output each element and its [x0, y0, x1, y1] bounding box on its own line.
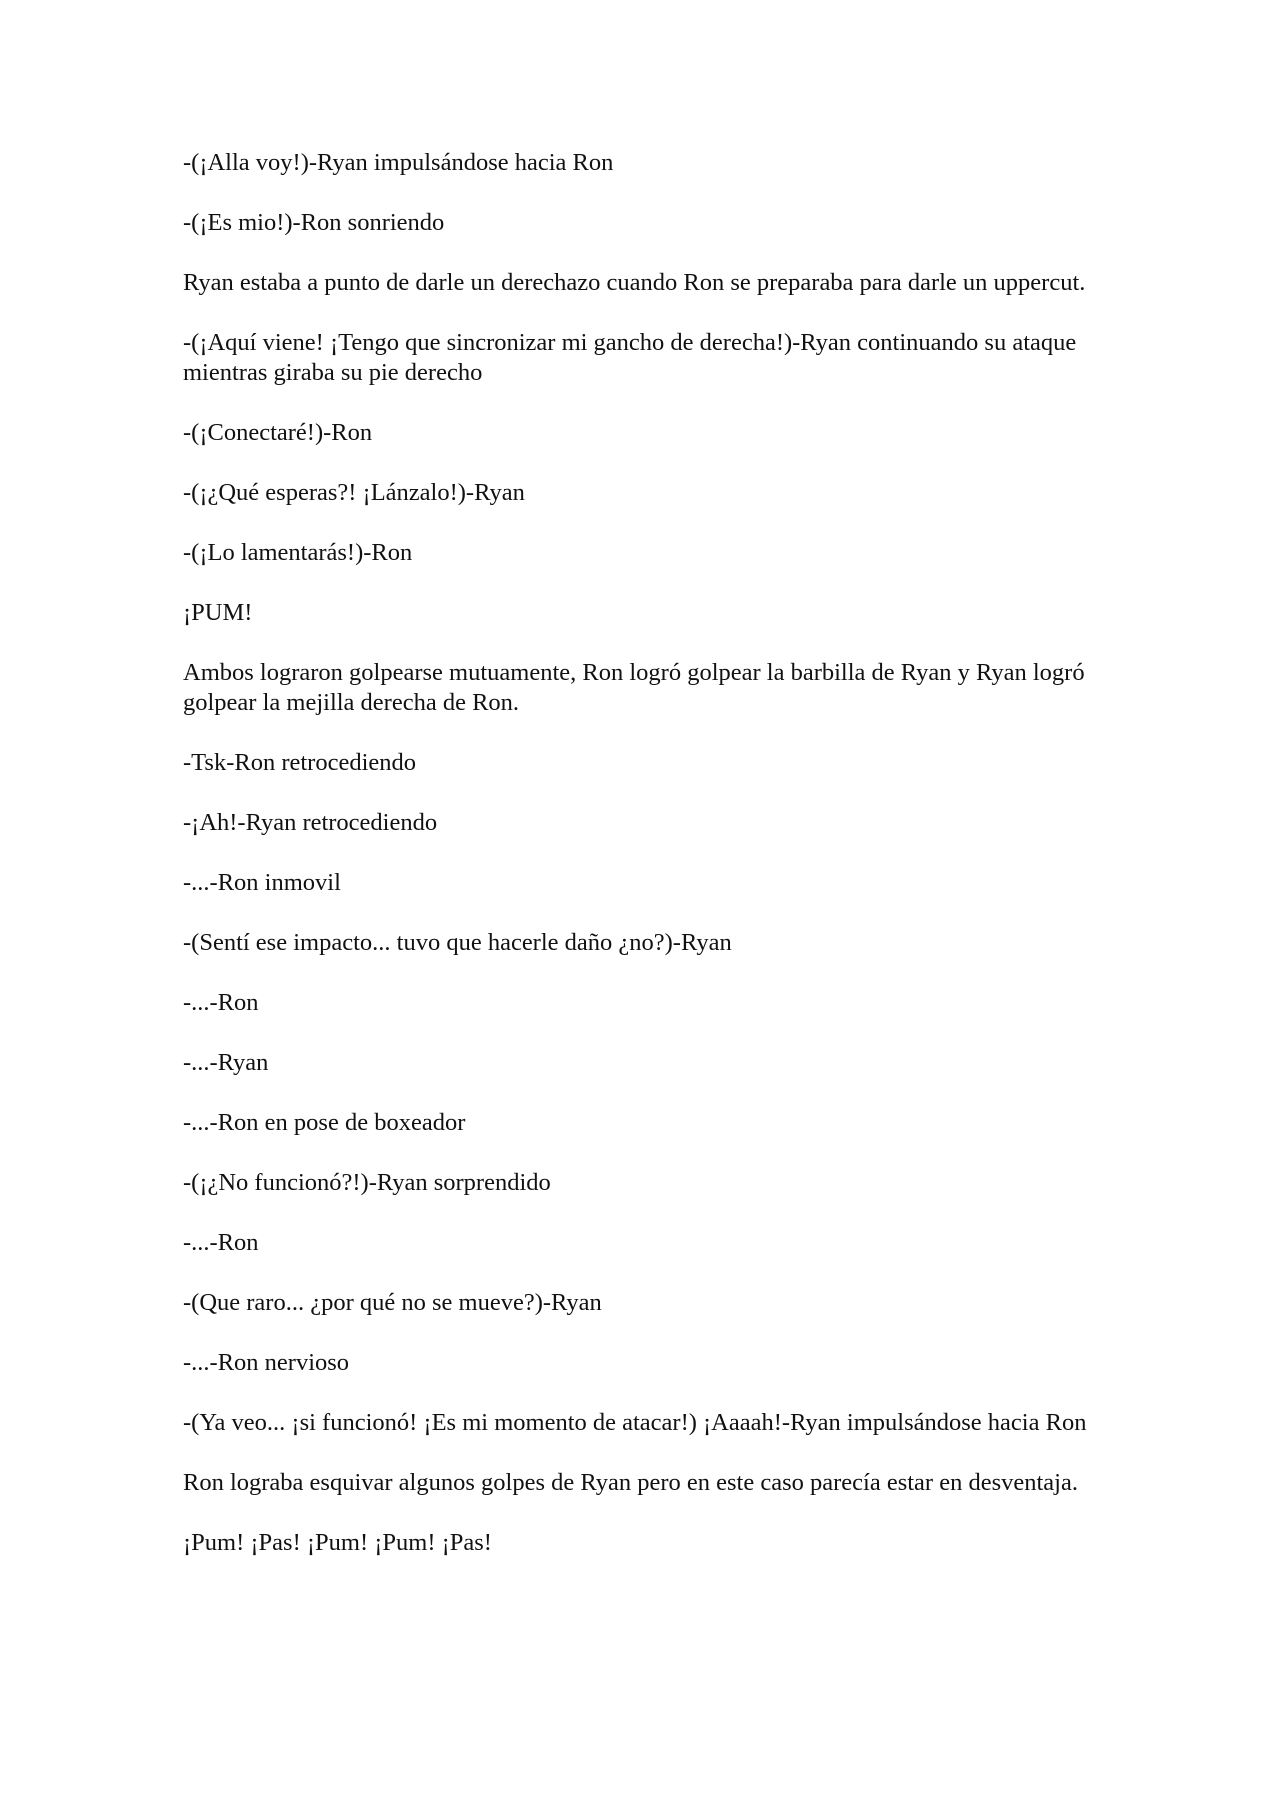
paragraph: -(¡¿Qué esperas?! ¡Lánzalo!)-Ryan [183, 479, 525, 506]
paragraph: -(Que raro... ¿por qué no se mueve?)-Ryan [183, 1289, 602, 1316]
paragraph: -(¡Conectaré!)-Ron [183, 419, 373, 446]
paragraph: -(Ya veo... ¡si funcionó! ¡Es mi momento de atacar!) ¡Aaaah!-Ryan impulsándose hacia Ron [183, 1409, 1087, 1436]
paragraph: Ambos lograron golpearse mutuamente, Ron logró golpear la barbilla de Ryan y Ryan logró golpear la mejilla derecha de Ron. [183, 659, 1085, 716]
paragraph: Ron lograba esquivar algunos golpes de Ryan pero en este caso parecía estar en desventaja. [183, 1469, 1078, 1496]
paragraph: -(¡Es mio!)-Ron sonriendo [183, 209, 445, 236]
paragraph: ¡Pum! ¡Pas! ¡Pum! ¡Pum! ¡Pas! [183, 1529, 492, 1556]
paragraph: -...-Ron en pose de boxeador [183, 1109, 466, 1136]
paragraph: -...-Ryan [183, 1049, 269, 1076]
paragraph: -Tsk-Ron retrocediendo [183, 749, 417, 776]
paragraph: -(¡Aquí viene! ¡Tengo que sincronizar mi gancho de derecha!)-Ryan continuando su ataque mientras giraba su pie derecho [183, 329, 1077, 386]
paragraph: Ryan estaba a punto de darle un derechazo cuando Ron se preparaba para darle un uppercut. [183, 269, 1086, 296]
paragraph: -(¡¿No funcionó?!)-Ryan sorprendido [183, 1169, 551, 1196]
paragraph: -...-Ron [183, 1229, 259, 1256]
document-body [183, 148, 1103, 1588]
paragraph: -...-Ron inmovil [183, 869, 341, 896]
paragraph: -(¡Lo lamentarás!)-Ron [183, 539, 413, 566]
paragraph: -...-Ron nervioso [183, 1349, 350, 1376]
paragraph: -¡Ah!-Ryan retrocediendo [183, 809, 438, 836]
paragraph: -...-Ron [183, 989, 259, 1016]
paragraph: -(Sentí ese impacto... tuvo que hacerle daño ¿no?)-Ryan [183, 929, 732, 956]
paragraph: ¡PUM! [183, 599, 253, 626]
paragraph: -(¡Alla voy!)-Ryan impulsándose hacia Ron [183, 149, 614, 176]
